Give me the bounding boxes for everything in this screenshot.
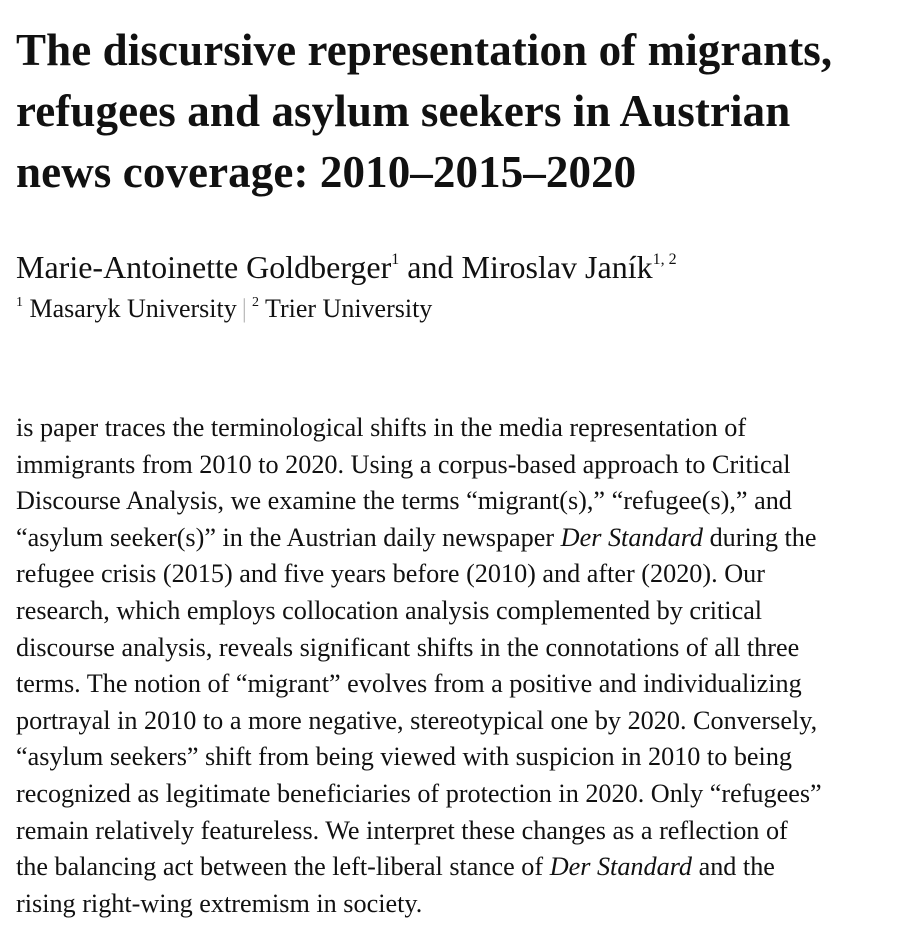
author-name: Marie-Antoinette Goldberger: [16, 249, 392, 285]
abstract-line: portrayal in 2010 to a more negative, stereotypical one by 2020. Conversely,: [16, 705, 818, 735]
abstract-line: [16, 520, 886, 557]
abstract-line: terms. The notion of “migrant” evolves from a positive and individualizing: [16, 669, 802, 699]
author-list: [16, 247, 677, 287]
newspaper-name: Der Standard: [549, 852, 693, 882]
abstract-text: and the: [692, 852, 775, 882]
title-line: The discursive representation of migrants,: [16, 25, 833, 75]
abstract-text: during the: [703, 522, 817, 552]
abstract-line: discourse analysis, reveals significant shifts in the connotations of all three: [16, 632, 800, 662]
abstract-line: is paper traces the terminological shifts in the media representation of: [16, 413, 747, 442]
author-connector: and: [399, 249, 462, 285]
author-affiliation-marker: 1, 2: [652, 251, 677, 268]
affiliation-list: [16, 293, 432, 325]
abstract-text: the balancing act between the left-liberal stance of: [16, 852, 550, 882]
affiliation-separator: |: [241, 294, 247, 323]
abstract-line: rising right-wing extremism in society.: [16, 888, 423, 918]
affiliation-name: Trier University: [258, 294, 433, 323]
title-line: refugees and asylum seekers in Austrian: [16, 86, 791, 136]
abstract-line: research, which employs collocation analysis complemented by critical: [16, 595, 763, 625]
abstract-line: immigrants from 2010 to 2020. Using a corpus-based approach to Critical: [16, 449, 791, 479]
affiliation-number: 2: [251, 295, 259, 310]
paper-title: [16, 20, 886, 203]
abstract-line: Discourse Analysis, we examine the terms “migrant(s),” “refugee(s),” and: [16, 486, 792, 516]
title-line: news coverage: 2010–2015–2020: [16, 147, 637, 197]
abstract: [16, 410, 886, 922]
author-name: Miroslav Janík: [461, 249, 653, 285]
abstract-line: remain relatively featureless. We interpret these changes as a reflection of: [16, 815, 788, 845]
abstract-line: [16, 849, 886, 886]
newspaper-name: Der Standard: [560, 522, 704, 552]
affiliation-name: Masaryk University: [23, 294, 237, 323]
abstract-text: “asylum seeker(s)” in the Austrian daily newspaper: [16, 522, 561, 552]
abstract-line: refugee crisis (2015) and five years before (2010) and after (2020). Our: [16, 559, 765, 589]
abstract-line: “asylum seekers” shift from being viewed with suspicion in 2010 to being: [16, 742, 793, 772]
affiliation-number: 1: [16, 295, 23, 310]
abstract-line: recognized as legitimate beneficiaries of protection in 2020. Only “refugees”: [16, 778, 822, 808]
author-affiliation-marker: 1: [391, 251, 400, 268]
